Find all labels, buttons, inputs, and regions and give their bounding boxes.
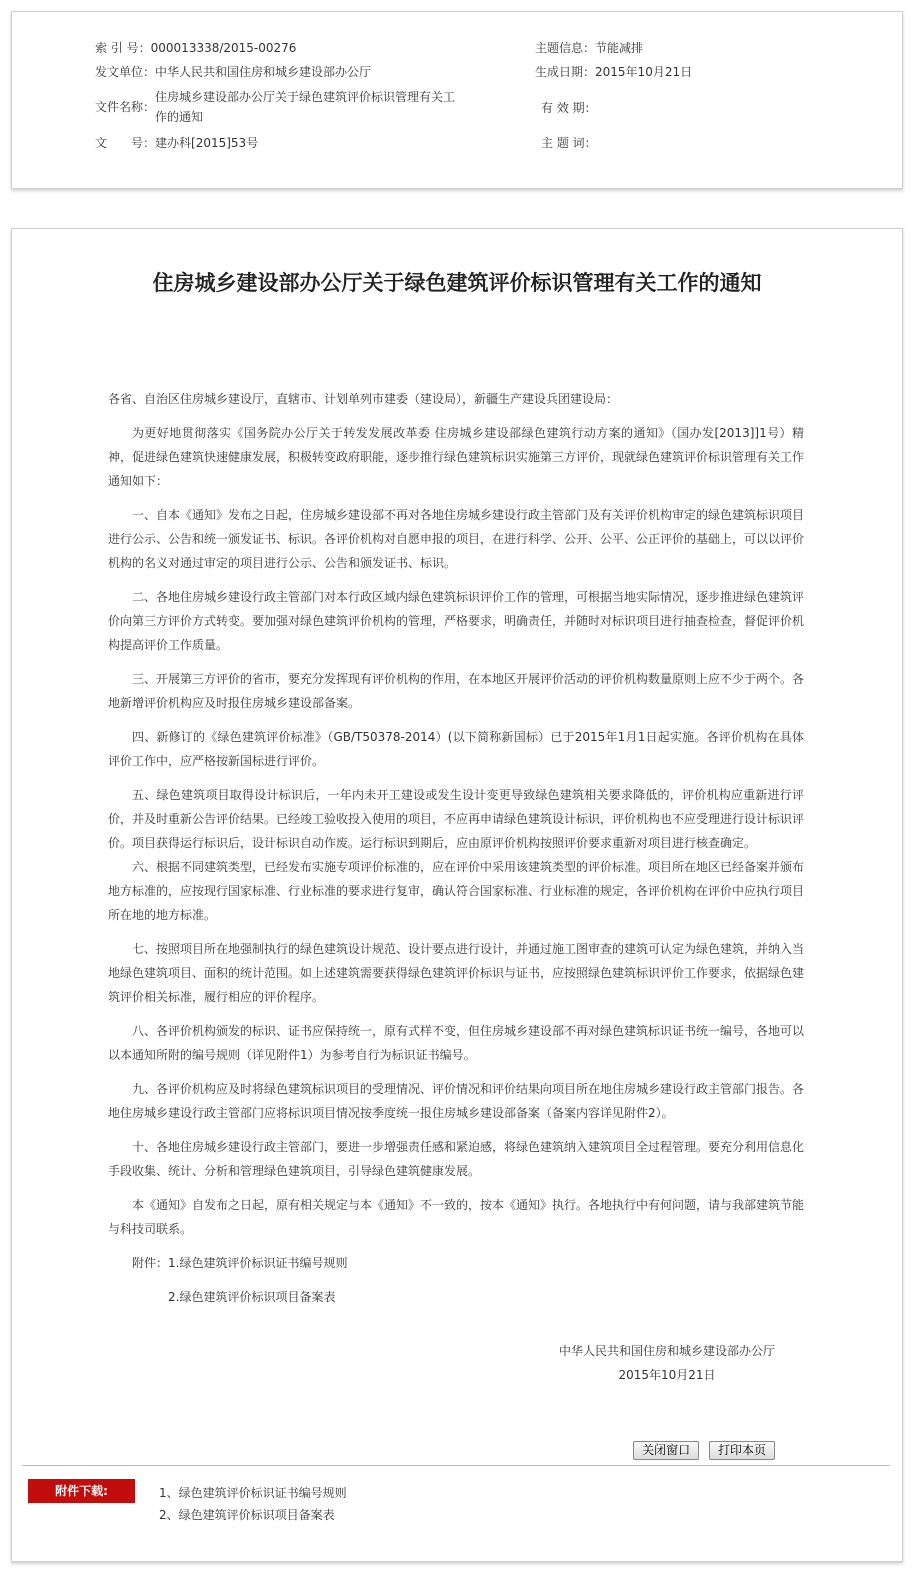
topic-value: 节能减排 bbox=[595, 41, 644, 55]
item-paragraph: 三、开展第三方评价的省市，要充分发挥现有评价机构的作用，在本地区开展评价活动的评价机构数量原则上应不少于两个。各地新增评价机构应及时报住房城乡建设部备案。 bbox=[108, 672, 805, 710]
document-panel bbox=[11, 228, 903, 1562]
signature-org: 中华人民共和国住房和城乡建设部办公厅 bbox=[558, 1344, 775, 1358]
document-body bbox=[108, 387, 804, 1319]
topic-label: 主题信息： bbox=[535, 41, 596, 55]
issuer-value: 中华人民共和国住房和城乡建设部办公厅 bbox=[155, 65, 372, 79]
signature-block bbox=[532, 1339, 802, 1387]
closing-paragraph: 本《通知》自发布之日起，原有相关规定与本《通知》不一致的，按本《通知》执行。各地执行中有何问题，请与我部建筑节能与科技司联系。 bbox=[108, 1198, 805, 1236]
close-window-button[interactable]: 关闭窗口 bbox=[633, 1441, 699, 1460]
metadata-panel bbox=[11, 11, 903, 189]
item-paragraph: 二、各地住房城乡建设行政主管部门对本行政区域内绿色建筑标识评价工作的管理，可根据当地实际情况，逐步推进绿色建筑评价向第三方评价方式转变。要加强对绿色建筑评价机构的管理，严格要求，明确责任，并随时对标识项目进行抽查检查，督促评价机构提高评价工作质量。 bbox=[108, 590, 805, 652]
salutation: 各省、自治区住房城乡建设厅，直辖市、计划单列市建委（建设局），新疆生产建设兵团建设局： bbox=[108, 392, 619, 406]
doc-name-row bbox=[95, 87, 485, 127]
index-number-label: 索 引 号： bbox=[95, 41, 151, 55]
item-paragraph: 九、各评价机构应及时将绿色建筑标识项目的受理情况、评价情况和评价结果向项目所在地住房城乡建设行政主管部门报告。各地住房城乡建设行政主管部门应将标识项目情况按季度统一报住房城乡建设部备案（备案内容详见附件2）。 bbox=[108, 1082, 805, 1120]
item-paragraph: 四、新修订的《绿色建筑评价标准》（GB/T50378-2014）(以下简称新国标）已于2015年1月1日起实施。各评价机构在具体评价工作中，应严格按新国标进行评价。 bbox=[108, 730, 804, 768]
print-page-button[interactable]: 打印本页 bbox=[709, 1441, 775, 1460]
doc-number-row bbox=[95, 133, 258, 153]
doc-number-label: 文 号： bbox=[95, 136, 156, 150]
attachments-list bbox=[159, 1482, 347, 1526]
item-paragraph: 一、自本《通知》发布之日起，住房城乡建设部不再对各地住房城乡建设行政主管部门及有关评价机构审定的绿色建筑标识项目进行公示、公告和统一颁发证书、标识。各评价机构对自愿申报的项目，在进行科学、公开、公平、公正评价的基础上，可以以评价机构的名义对通过审定的项目进行公示、公告和颁发证书、标识。 bbox=[108, 508, 805, 570]
date-value: 2015年10月21日 bbox=[595, 65, 693, 79]
item-paragraph: 五、绿色建筑项目取得设计标识后，一年内未开工建设或发生设计变更导致绿色建筑相关要求降低的，评价机构应重新进行评价，并及时重新公告评价结果。已经竣工验收投入使用的项目，不应再申请绿色建筑设计标识，评价机构也不应受理进行设计标识评价。项目获得运行标识后，设计标识自动作废。运行标识到期后，应由原评价机构按照评价要求重新对项目进行核查确定。 bbox=[108, 788, 805, 850]
keywords-label: 主 题 词： bbox=[541, 136, 597, 150]
item-paragraph: 六、根据不同建筑类型，已经发布实施专项评价标准的，应在评价中采用该建筑类型的评价标准。项目所在地区已经备案并颁布地方标准的，应按现行国家标准、行业标准的要求进行复审，确认符合国家标准、行业标准的规定，各评价机构在评价中应执行项目所在地的地方标准。 bbox=[108, 860, 805, 922]
index-number-row bbox=[95, 38, 296, 58]
issuer-row bbox=[95, 62, 371, 82]
item-paragraph: 十、各地住房城乡建设行政主管部门，要进一步增强责任感和紧迫感，将绿色建筑纳入建筑项目全过程管理。要充分利用信息化手段收集、统计、分析和管理绿色建筑项目，引导绿色建筑健康发展。 bbox=[108, 1140, 805, 1178]
intro-paragraph: 为更好地贯彻落实《国务院办公厅关于转发发展改革委 住房城乡建设部绿色建筑行动方案的通知》（国办发[2013]]1号）精神，促进绿色建筑快速健康发展，积极转变政府职能，逐步推行绿色建筑标识实施第三方评价，现就绿色建筑评价标识管理有关工作通知如下： bbox=[108, 426, 805, 488]
attachment-download-link[interactable]: 2、绿色建筑评价标识项目备案表 bbox=[159, 1508, 335, 1522]
attachment-line-1: 附件：1.绿色建筑评价标识证书编号规则 bbox=[132, 1256, 348, 1270]
signature-date: 2015年10月21日 bbox=[618, 1368, 716, 1382]
document-title: 住房城乡建设部办公厅关于绿色建筑评价标识管理有关工作的通知 bbox=[152, 271, 762, 295]
date-row bbox=[535, 62, 692, 82]
item-paragraph: 七、按照项目所在地强制执行的绿色建筑设计规范、设计要点进行设计，并通过施工图审查的建筑可认定为绿色建筑，并纳入当地绿色建筑项目、面积的统计范围。如上述建筑需要获得绿色建筑评价标识与证书，应按照绿色建筑标识评价工作要求，依据绿色建筑评价相关标准，履行相应的评价程序。 bbox=[108, 942, 805, 1004]
item-paragraph: 八、各评价机构颁发的标识、证书应保持统一，原有式样不变，但住房城乡建设部不再对绿色建筑标识证书统一编号，各地可以以本通知所附的编号规则（详见附件1）为参考自行为标识证书编号。 bbox=[108, 1024, 805, 1062]
validity-label: 有 效 期： bbox=[541, 101, 597, 115]
doc-number-value: 建办科[2015]53号 bbox=[155, 136, 259, 150]
doc-name-value: 住房城乡建设部办公厅关于绿色建筑评价标识管理有关工作的通知 bbox=[155, 90, 456, 124]
keywords-row bbox=[541, 133, 597, 153]
index-number-value: 000013338/2015-00276 bbox=[150, 41, 297, 55]
attachment-download-link[interactable]: 1、绿色建筑评价标识证书编号规则 bbox=[159, 1486, 347, 1500]
action-buttons bbox=[627, 1441, 775, 1460]
attachments-download-badge: 附件下载: bbox=[28, 1479, 135, 1503]
issuer-label: 发文单位： bbox=[95, 65, 156, 79]
divider bbox=[22, 1465, 890, 1466]
doc-name-label: 文件名称： bbox=[95, 100, 156, 114]
date-label: 生成日期： bbox=[535, 65, 596, 79]
validity-row bbox=[541, 98, 597, 118]
attachment-line-2: 2.绿色建筑评价标识项目备案表 bbox=[168, 1290, 336, 1304]
topic-row bbox=[535, 38, 643, 58]
